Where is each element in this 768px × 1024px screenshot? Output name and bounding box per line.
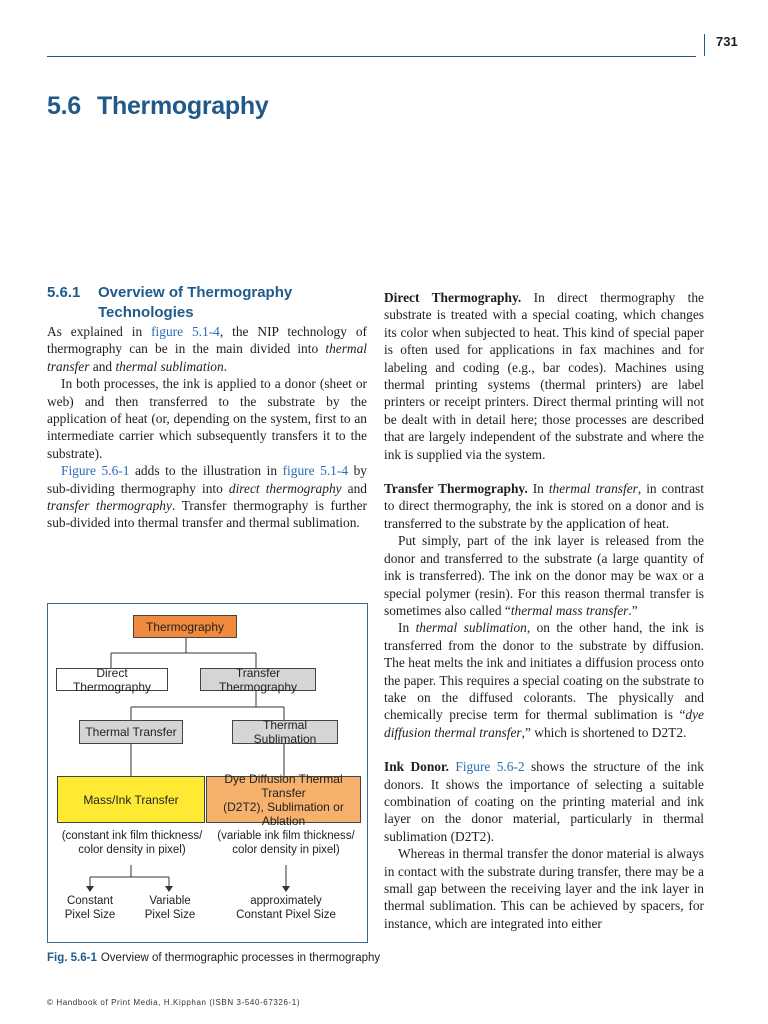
figure-caption <box>47 952 380 964</box>
paragraph-intro: As explained in figure 5.1-4, the NIP technology of thermography can be in the main divided into thermal transfer and thermal sublimation. <box>47 324 367 374</box>
page-number: 731 <box>716 34 738 49</box>
dye-diffusion-line2: (D2T2), Sublimation or Ablation <box>223 799 344 828</box>
node-transfer-thermography: Transfer Thermography <box>200 668 316 691</box>
figure-link[interactable]: Figure 5.6-1 <box>61 463 130 479</box>
page-number-divider <box>704 34 705 56</box>
subsection-title-line2: Technologies <box>98 304 194 321</box>
paragraph-ink-layer: Put simply, part of the ink layer is released from the donor and transferred to the substrate (a large quantity of ink is transferred). The ink on the donor may be wax or a special polymer (resin). For this reason thermal transfer is sometimes also called “thermal mass transfer.” <box>384 533 704 618</box>
note-constant-thickness: (constant ink film thickness/ color density in pixel) <box>61 830 203 856</box>
section-title: Thermography <box>97 92 269 120</box>
node-dye-diffusion <box>206 771 361 828</box>
arrow-head <box>282 886 290 892</box>
arrow-head <box>165 886 173 892</box>
label-approx-constant-pixel-size: approximately Constant Pixel Size <box>236 895 336 921</box>
subsection-title-line1: Overview of Thermography <box>98 284 293 301</box>
section-heading <box>47 92 268 121</box>
subsection-heading <box>47 283 292 323</box>
caption-label: Fig. 5.6-1 <box>47 952 97 964</box>
paragraph-transfer-thermography: Transfer Thermography. In thermal transfer, in contrast to direct thermography, the ink is stored on a donor and is transferred to the substrate by the application of heat. <box>384 481 704 531</box>
run-in-heading: Ink Donor. <box>384 759 450 775</box>
section-number: 5.6 <box>47 92 81 120</box>
right-column <box>384 289 704 932</box>
label-constant-pixel-size: Constant Pixel Size <box>64 895 116 921</box>
subsection-number: 5.6.1 <box>47 284 81 301</box>
figure-link[interactable]: Figure 5.6-2 <box>455 759 525 775</box>
node-thermal-transfer: Thermal Transfer <box>79 720 183 744</box>
dye-diffusion-line1: Dye Diffusion Thermal Transfer <box>224 771 343 800</box>
paragraph-thermal-sublimation: In thermal sublimation, on the other hand, the ink is transferred from the donor to the substrate by diffusion. The heat melts the ink and initiates a diffusion process onto the paper. This requires a special coating on the substrate to take on the diffused colorants. The physically and chemically precise term for thermal sublimation is “dye diffusion thermal transfer,” which is shortened to D2T2. <box>384 620 704 740</box>
run-in-heading: Direct Thermography. <box>384 290 522 305</box>
node-direct-thermography: Direct Thermography <box>56 668 168 691</box>
paragraph-direct-thermography: Direct Thermography. In direct thermography the substrate is treated with a special coating, which changes its color when subjected to heat. This kind of special paper is often used for applications in fax machines and for labeling and coding (e.g., bar codes). Machines using thermal printing systems (thermal printers) are label printers or receipt printers. Direct thermal printing will not be dealt with in detail here; those processes are described that are largely independent of the substrate and where the ink is supplied via the system. <box>384 290 705 462</box>
left-column <box>47 323 367 532</box>
figure-link[interactable]: figure 5.1-4 <box>151 324 220 339</box>
paragraph-subdivision: Figure 5.6-1 adds to the illustration in figure 5.1-4 by sub-dividing thermography into direct thermography and transfer thermography. Transfer thermography is further sub-divided into thermal transfer and thermal sublimation. <box>47 463 367 531</box>
figure-link[interactable]: figure 5.1-4 <box>282 463 349 479</box>
header-rule <box>47 56 696 57</box>
paragraph-processes: In both processes, the ink is applied to a donor (sheet or web) and then transferred to the substrate by the application of heat (or, depending on the system, first to an intermediate carrier which subsequently transfers it to the substrate). <box>47 376 367 461</box>
label-variable-pixel-size: Variable Pixel Size <box>144 895 196 921</box>
paragraph-donor-contact: Whereas in thermal transfer the donor material is always in contact with the substrate during transfer, there may be a small gap between the receiving layer and the ink layer in thermal sublimation. This can be achieved by spacers, for instance, which are integrated into either <box>384 846 704 931</box>
node-mass-ink-transfer: Mass/Ink Transfer <box>57 776 205 823</box>
node-thermography: Thermography <box>133 615 237 638</box>
note-variable-thickness: (variable ink film thickness/ color density in pixel) <box>217 830 355 856</box>
node-thermal-sublimation: Thermal Sublimation <box>232 720 338 744</box>
arrow-head <box>86 886 94 892</box>
run-in-heading: Transfer Thermography. <box>384 481 528 497</box>
paragraph-ink-donor: Ink Donor. Figure 5.6-2 shows the structure of the ink donors. It shows the importance of selecting a suitable combination of coating on the printing material and ink layer on the donor material, particularly in thermal sublimation (D2T2). <box>384 759 704 844</box>
footer-copyright: © Handbook of Print Media, H.Kipphan (ISBN 3-540-67326-1) <box>47 998 301 1007</box>
caption-text: Overview of thermographic processes in thermography <box>100 952 381 964</box>
